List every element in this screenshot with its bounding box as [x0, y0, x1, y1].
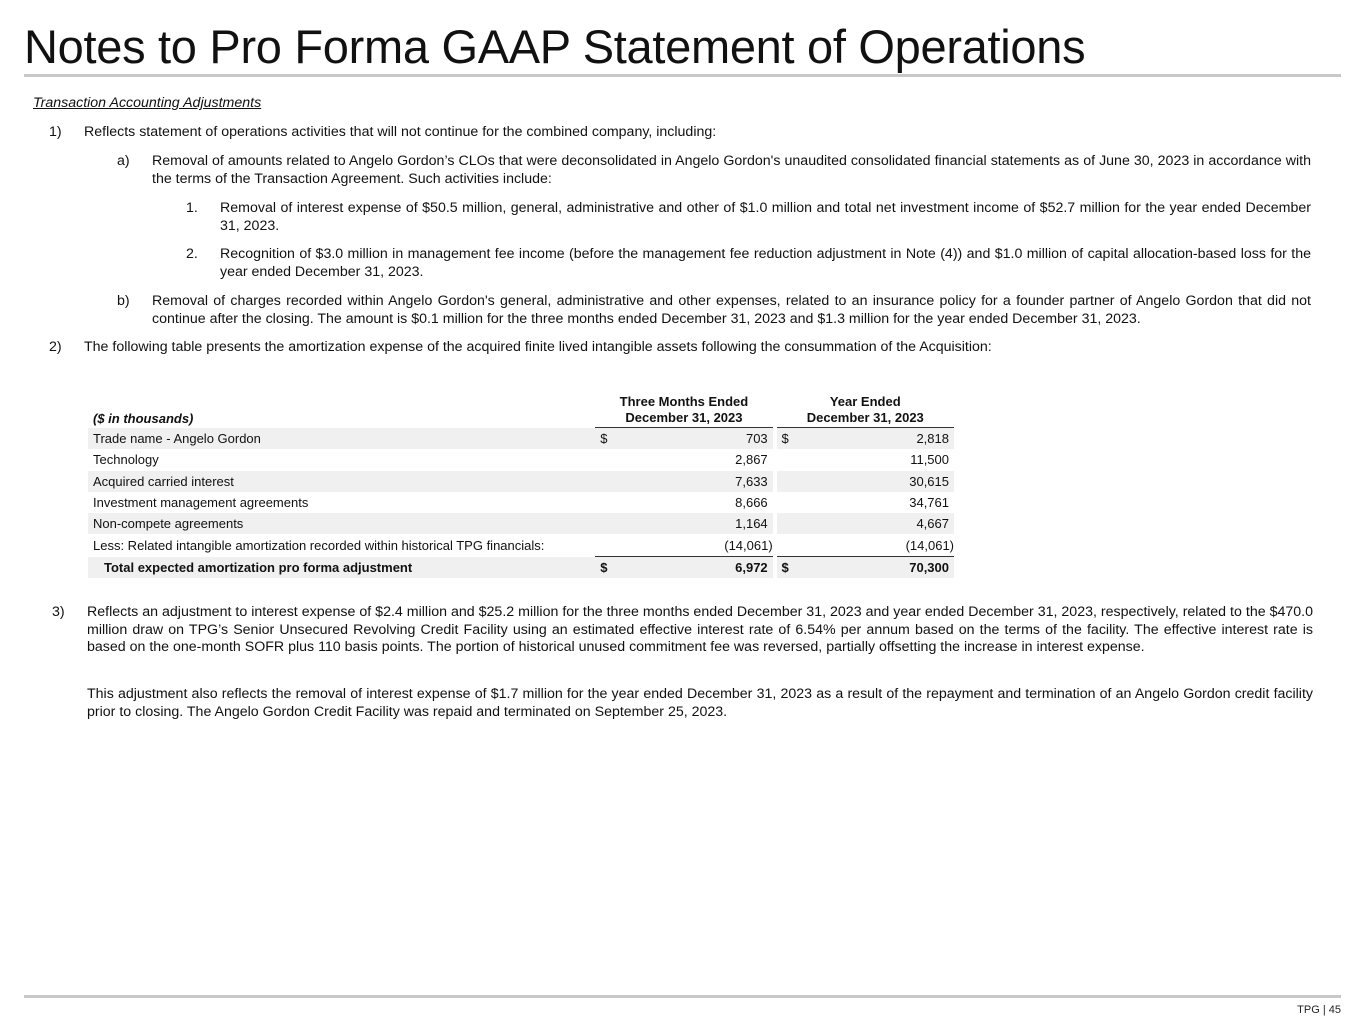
note-3-text-continued: This adjustment also reflects the removal of interest expense of $1.7 million for the year ended December 31, 2023 as a result of the repayment and termination of an Angelo Gordon credit facility prior to closing. The Angelo Gordon Credit Facility was repaid and terminated on September 25, 2023.	[87, 686, 1313, 720]
note-1a-text: Removal of amounts related to Angelo Gordon’s CLOs that were deconsolidated in Angelo Gordon's unaudited consolidated financial statements as of June 30, 2023 in accordance with the terms of the Transaction Agreement. Such activities include:	[152, 153, 1311, 187]
page-title: Notes to Pro Forma GAAP Statement of Operations	[24, 20, 1086, 73]
year-value: 34,761	[909, 495, 949, 511]
row-label: Investment management agreements	[93, 495, 309, 511]
three-months-value: 7,633	[617, 471, 773, 492]
column-header-year	[777, 394, 955, 428]
note-1b-text: Removal of charges recorded within Angelo Gordon's general, administrative and other expenses, related to an insurance policy for a founder partner of Angelo Gordon that did not continue after the closing. The amount is $0.1 million for the three months ended December 31, 2023 and $1.3 million for the year ended December 31, 2023.	[152, 293, 1311, 327]
table-row	[88, 534, 954, 556]
table-row	[88, 513, 954, 534]
column-header-year-line2: December 31, 2023	[806, 409, 924, 425]
year-value: 2,818	[798, 428, 954, 449]
three-months-value: (14,061)	[617, 534, 773, 556]
note-1b-marker: b)	[117, 293, 130, 309]
note-2-text: The following table presents the amortization expense of the acquired finite lived intangible assets following the consummation of the Acquisition:	[84, 339, 992, 355]
amortization-table	[88, 394, 954, 578]
column-header-three-months-line2: December 31, 2023	[625, 409, 743, 425]
year-value: (14,061)	[798, 534, 954, 556]
column-header-year-line1: Year Ended	[829, 394, 901, 409]
note-1a-marker: a)	[117, 153, 130, 169]
year-value: 4,667	[798, 513, 954, 534]
year-value: 11,500	[910, 452, 949, 468]
currency-symbol: $	[777, 557, 799, 578]
table-row	[88, 471, 954, 492]
column-header-three-months-line1: Three Months Ended	[619, 394, 749, 409]
table-row	[88, 428, 954, 449]
row-label: Acquired carried interest	[88, 471, 595, 492]
row-label: Trade name - Angelo Gordon	[88, 428, 595, 449]
note-3-marker: 3)	[52, 604, 65, 620]
three-months-value: 2,867	[735, 452, 768, 468]
row-label: Non-compete agreements	[88, 513, 595, 534]
note-1a-item2-marker: 2.	[186, 246, 198, 262]
note-1a-item1-marker: 1.	[186, 200, 198, 216]
table-row	[88, 449, 954, 470]
currency-symbol: $	[777, 428, 799, 449]
row-label: Less: Related intangible amortization recorded within historical TPG financials:	[93, 538, 545, 554]
year-value: 30,615	[798, 471, 954, 492]
section-heading: Transaction Accounting Adjustments	[33, 95, 262, 111]
note-1-marker: 1)	[49, 124, 62, 140]
note-3-text: Reflects an adjustment to interest expense of $2.4 million and $25.2 million for the three months ended December 31, 2023 and year ended December 31, 2023, respectively, related to the $470.0 million draw on TPG’s Senior Unsecured Revolving Credit Facility using an estimated effective interest rate of 6.54% per annum based on the terms of the facility. The effective interest rate is based on the one-month SOFR plus 110 basis points. The portion of historical unused commitment fee was reversed, partially offsetting the increase in interest expense.	[87, 604, 1313, 655]
title-divider	[24, 74, 1341, 77]
note-1a-item2-text: Recognition of $3.0 million in management fee income (before the management fee reduction adjustment in Note (4)) and $1.0 million of capital allocation-based loss for the year ended December 31, 2023.	[220, 246, 1311, 280]
currency-symbol: $	[595, 428, 617, 449]
table-units-header: ($ in thousands)	[93, 410, 194, 426]
three-months-value: 1,164	[617, 513, 773, 534]
row-label: Technology	[93, 452, 159, 468]
column-header-three-months	[595, 394, 772, 428]
footer-divider	[24, 995, 1341, 998]
total-label: Total expected amortization pro forma adjustment	[88, 557, 595, 578]
three-months-value: 8,666	[735, 495, 768, 511]
page-number: TPG | 45	[1297, 1004, 1341, 1016]
three-months-value: 703	[617, 428, 773, 449]
table-row	[88, 492, 954, 513]
note-1a-item1-text: Removal of interest expense of $50.5 million, general, administrative and other of $1.0 million and total net investment income of $52.7 million for the year ended December 31, 2023.	[220, 200, 1311, 234]
table-total-row	[88, 557, 954, 578]
total-three-months-value: 6,972	[617, 557, 773, 578]
note-2-marker: 2)	[49, 339, 62, 355]
currency-symbol: $	[595, 557, 617, 578]
note-1-text: Reflects statement of operations activities that will not continue for the combined company, including:	[84, 124, 717, 140]
total-year-value: 70,300	[798, 557, 954, 578]
